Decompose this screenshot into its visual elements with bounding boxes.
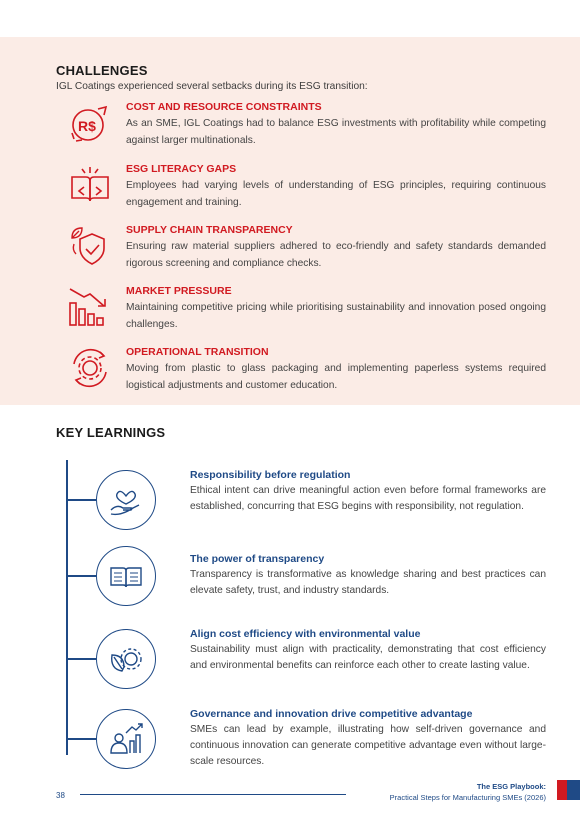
footer-accent-block-blue bbox=[567, 780, 580, 800]
footer-rule bbox=[80, 794, 346, 795]
challenge-title: ESG LITERACY GAPS bbox=[126, 163, 237, 175]
timeline-branch bbox=[66, 658, 96, 660]
challenge-desc: As an SME, IGL Coatings had to balance ESG investments with profitability while competing against larger multinationals. bbox=[126, 118, 546, 146]
challenges-heading: CHALLENGES bbox=[56, 63, 148, 78]
learning-icon-circle bbox=[96, 470, 156, 530]
learning-icon-circle bbox=[96, 629, 156, 689]
challenges-intro: IGL Coatings experienced several setbacks during its ESG transition: bbox=[56, 81, 368, 92]
challenge-title: OPERATIONAL TRANSITION bbox=[126, 346, 269, 358]
leaf-gear-icon bbox=[108, 641, 144, 677]
challenge-desc: Ensuring raw material suppliers adhered to eco-friendly and safety standards demanded rigorous screening and compliance checks. bbox=[126, 241, 546, 269]
challenge-desc: Employees had varying levels of understanding of ESG principles, requiring continuous engagement and training. bbox=[126, 180, 546, 208]
challenge-title: MARKET PRESSURE bbox=[126, 285, 232, 297]
challenge-desc: Moving from plastic to glass packaging and implementing paperless systems required logistical adjustments and customer education. bbox=[126, 363, 546, 391]
footer-title: The ESG Playbook: bbox=[476, 782, 546, 791]
timeline-branch bbox=[66, 738, 96, 740]
cost-icon bbox=[68, 101, 112, 145]
learning-title: Responsibility before regulation bbox=[190, 469, 351, 481]
challenge-title: COST AND RESOURCE CONSTRAINTS bbox=[126, 101, 322, 113]
learning-desc: Sustainability must align with practicality, demonstrating that cost efficiency and environmental benefits can reinforce each other to create lasting value. bbox=[190, 644, 546, 671]
timeline-branch bbox=[66, 575, 96, 577]
learning-desc: SMEs can lead by example, illustrating how self-driven governance and continuous innovation can generate competitive advantage even without large-scale resources. bbox=[190, 724, 546, 767]
challenge-desc: Maintaining competitive pricing while prioritising sustainability and innovation posed ongoing challenges. bbox=[126, 302, 546, 330]
timeline-branch bbox=[66, 499, 96, 501]
learning-icon-circle bbox=[96, 709, 156, 769]
learning-title: The power of transparency bbox=[190, 553, 325, 565]
learning-title: Governance and innovation drive competitive advantage bbox=[190, 708, 473, 720]
book-icon bbox=[108, 558, 144, 594]
person-growth-icon bbox=[108, 721, 144, 757]
heart-hand-icon bbox=[108, 482, 144, 518]
learnings-heading: KEY LEARNINGS bbox=[56, 425, 166, 440]
gear-cycle-icon bbox=[68, 346, 112, 390]
learning-desc: Transparency is transformative as knowledge sharing and best practices can elevate safety, trust, and industry standards. bbox=[190, 569, 546, 596]
timeline-line bbox=[66, 460, 68, 755]
declining-chart-icon bbox=[68, 285, 112, 329]
learning-desc: Ethical intent can drive meaningful action even before formal frameworks are established, concurring that ESG begins with responsibility, not regulation. bbox=[190, 485, 546, 512]
footer-subtitle: Practical Steps for Manufacturing SMEs (2026) bbox=[389, 793, 546, 802]
svg-text:R$: R$ bbox=[78, 118, 96, 134]
learning-icon-circle bbox=[96, 546, 156, 606]
shield-leaf-icon bbox=[68, 224, 112, 268]
page-number: 38 bbox=[56, 791, 65, 800]
learning-title: Align cost efficiency with environmental value bbox=[190, 628, 421, 640]
challenge-title: SUPPLY CHAIN TRANSPARENCY bbox=[126, 224, 293, 236]
open-book-icon bbox=[68, 163, 112, 207]
